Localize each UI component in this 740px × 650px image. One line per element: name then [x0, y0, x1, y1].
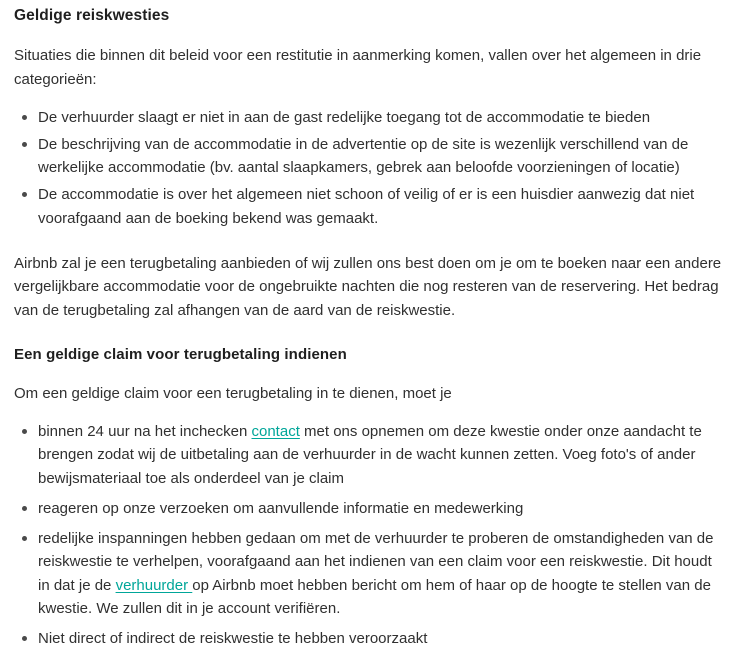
host-link[interactable]: verhuurder	[115, 576, 193, 594]
list-item: reageren op onze verzoeken om aanvullende informatie en medewerking	[14, 497, 726, 520]
claim-intro-paragraph: Om een geldige claim voor een terugbetaling in te dienen, moet je	[14, 385, 452, 403]
list-item: De verhuurder slaagt er niet in aan de gast redelijke toegang tot de accommodatie te bieden	[14, 106, 726, 129]
list-item: De accommodatie is over het algemeen niet schoon of veilig of er is een huisdier aanwezig dat niet voorafgaand aan de boeking bekend was gemaakt.	[14, 183, 726, 230]
list-item	[14, 527, 726, 620]
list-item-text-part: binnen 24 uur na het inchecken	[38, 423, 252, 441]
list-item-text-part: op Airbnb moet hebben bericht om hem of haar op de hoogte te stellen van de kwestie. We zullen dit in je account verifiëren.	[38, 576, 711, 617]
claim-requirements-list	[14, 406, 726, 650]
list-item: Niet direct of indirect de reiskwestie te hebben veroorzaakt	[14, 627, 726, 650]
intro-paragraph: Situaties die binnen dit beleid voor een restitutie in aanmerking komen, vallen over het algemeen in drie categorieën:	[14, 47, 702, 88]
list-item-text-part: redelijke inspanningen hebben gedaan om met de verhuurder te proberen de omstandigheden van de reiskwestie te verhelpen, voorafgaand aan het indienen van een claim voor een reiskwestie. Dit houdt in dat je de	[38, 530, 714, 594]
refund-explanation-paragraph: Airbnb zal je een terugbetaling aanbieden of wij zullen ons best doen om je om te boeken naar een andere vergelijkbare accommodatie voor de ongebruikte nachten die nog resteren van de reservering. Het bedrag van de terugbetaling zal afhangen van de aard van de reiskwestie.	[14, 254, 722, 320]
contact-link[interactable]: contact	[251, 423, 300, 441]
claim-section-heading: Een geldige claim voor terugbetaling indienen	[14, 345, 347, 363]
list-item: De beschrijving van de accommodatie in de advertentie op de site is wezenlijk verschillend van de werkelijke accommodatie (bv. aantal slaapkamers, gebrek aan beloofde voorzieningen of locatie)	[14, 133, 726, 180]
list-item	[14, 420, 726, 490]
page-title: Geldige reiskwesties	[14, 7, 170, 24]
valid-issues-list	[14, 92, 726, 230]
list-item-text-part: met ons opnemen om deze kwestie onder onze aandacht te brengen zodat wij de uitbetaling aan de verhuurder in de wacht kunnen zetten. Voeg foto's of ander bewijsmateriaal toe als onderdeel van je claim	[38, 423, 702, 487]
